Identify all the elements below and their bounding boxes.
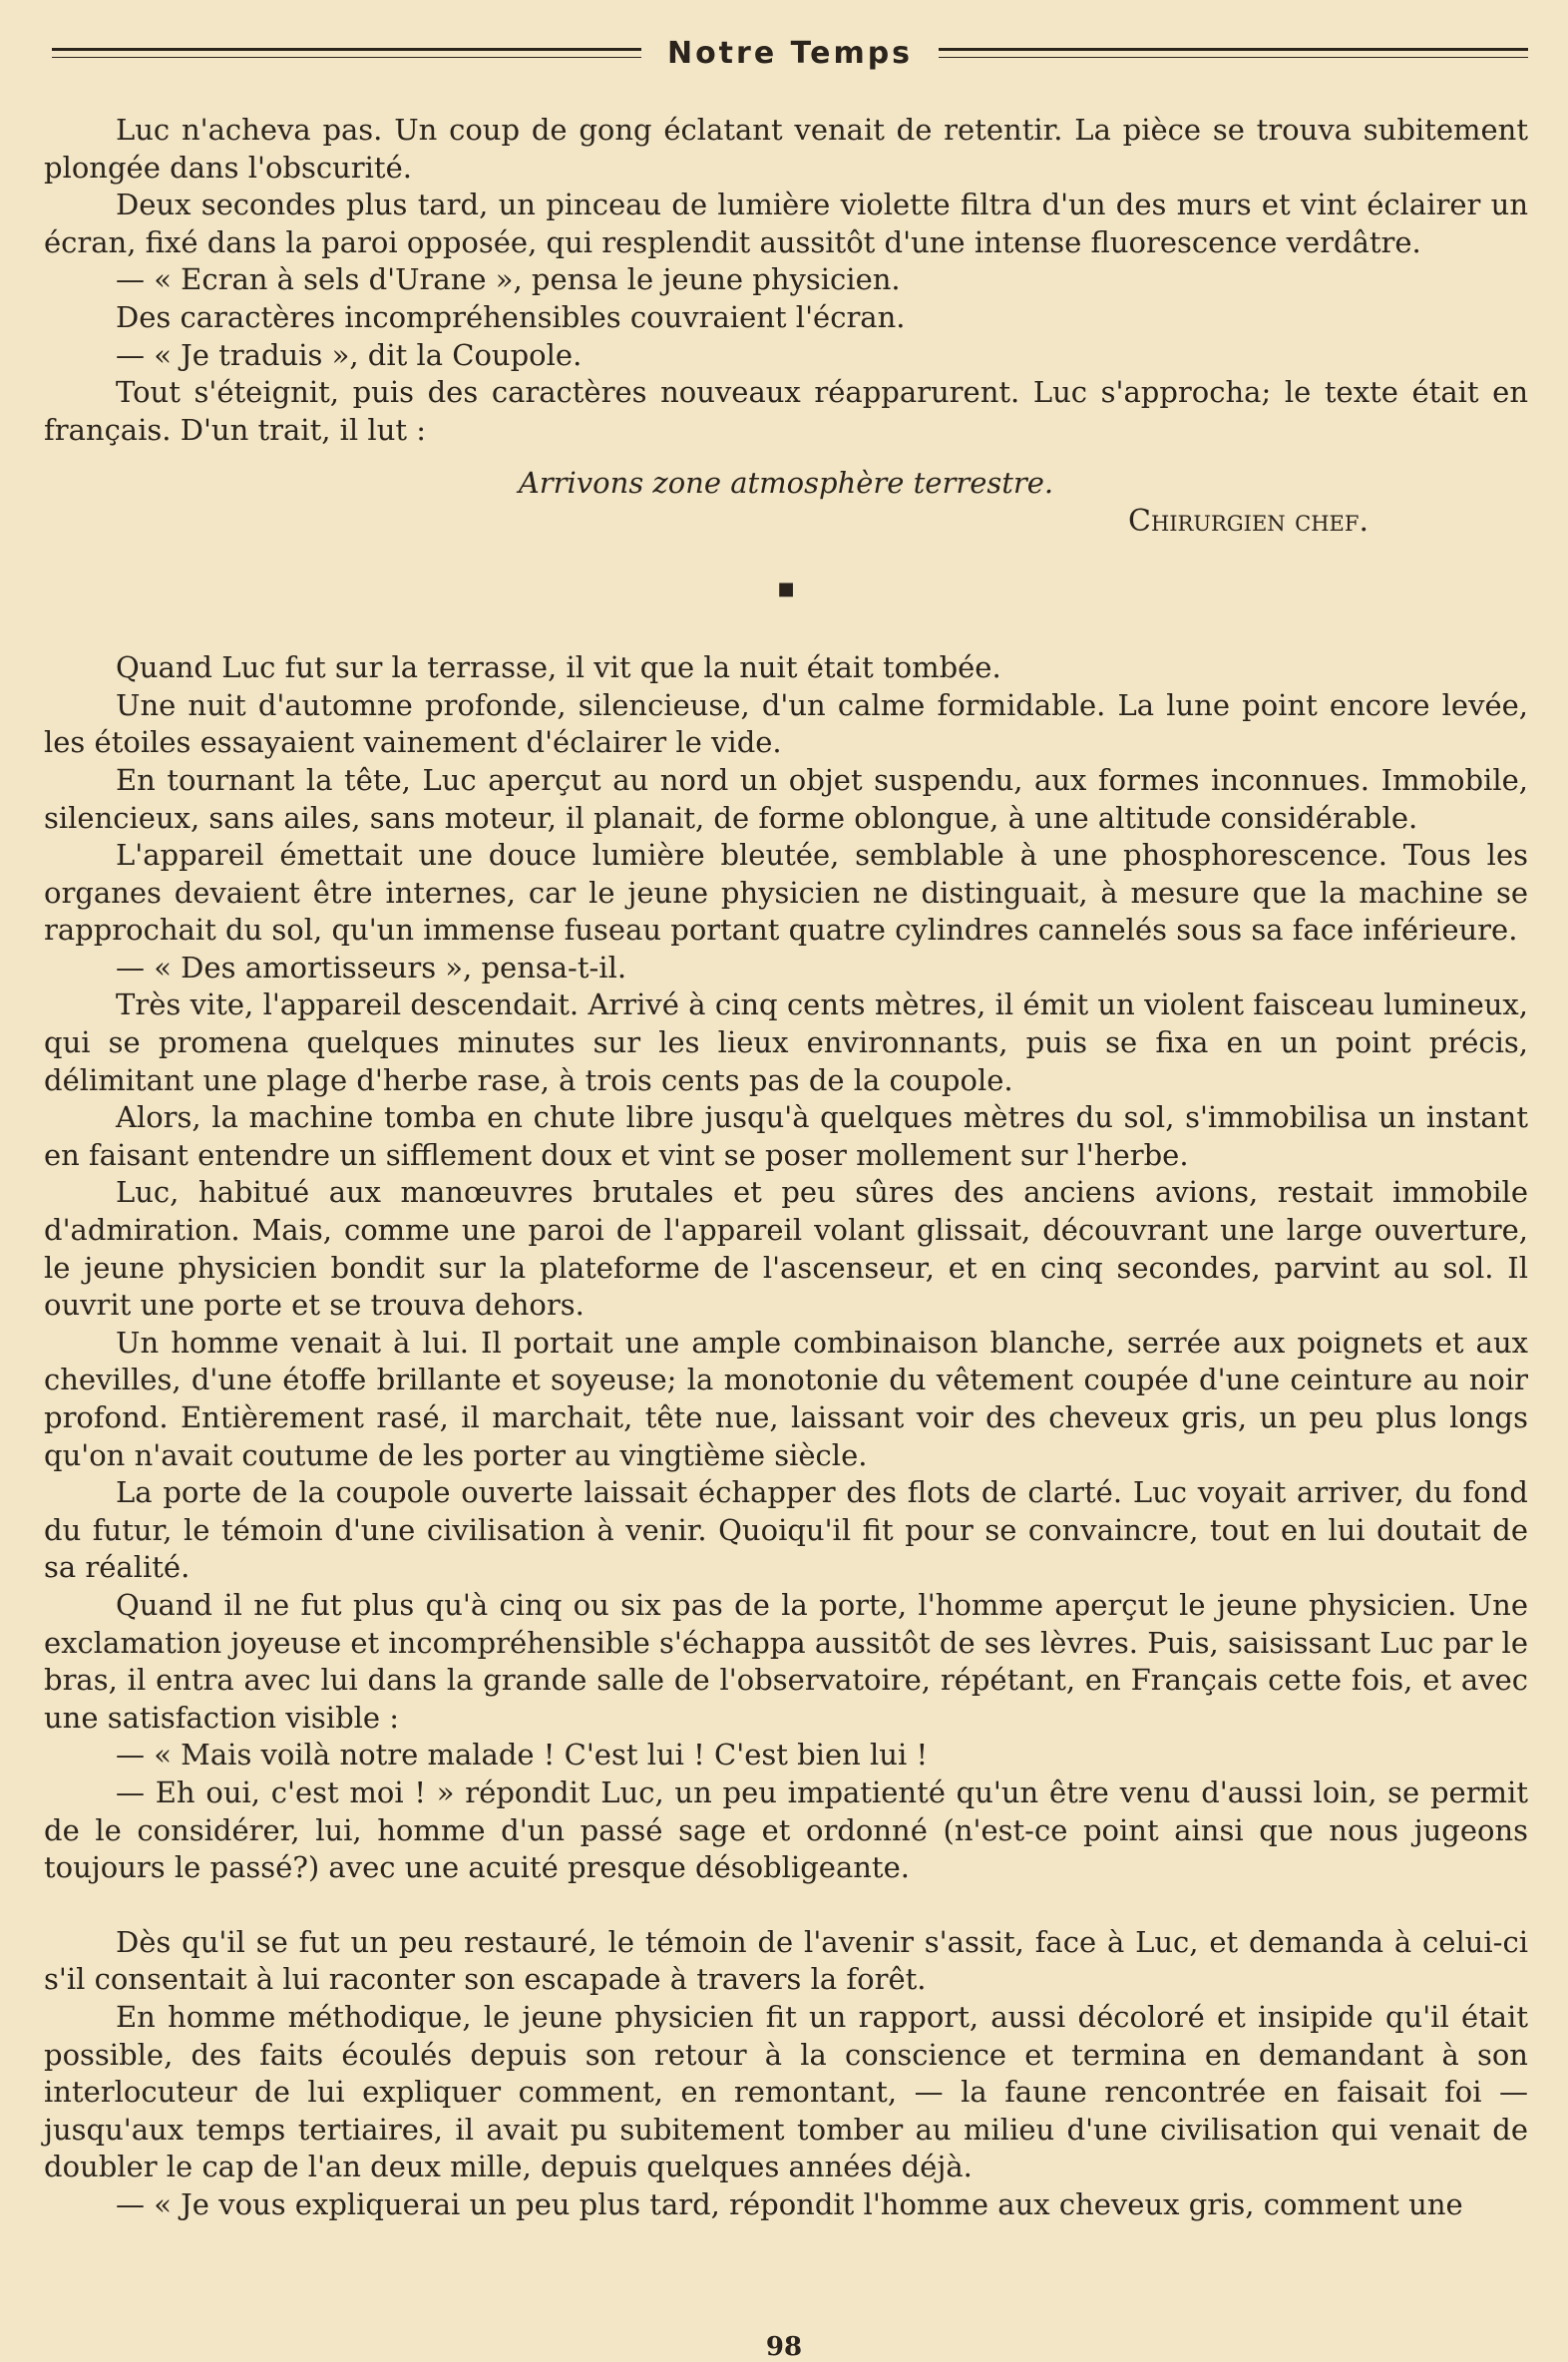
paragraph: En homme méthodique, le jeune physicien fit un rapport, aussi décoloré et insipide qu'il était possible, des faits écoulés depuis son retour à la conscience et termina en demandant à son interlocuteur de lui expliquer comment, en remontant, — la faune rencontrée en faisait foi — jusqu'aux temps tertiaires, il avait pu subitement tomber au milieu d'une civilisation qui venait de doubler le cap de l'an deux mille, depuis quelques années déjà. xyxy=(44,1999,1528,2184)
paragraph: Luc, habitué aux manœuvres brutales et peu sûres des anciens avions, restait immobile d'admiration. Mais, comme une paroi de l'appareil volant glissait, découvrant une large ouverture, le jeune physicien bondit sur la plateforme de l'ascenseur, et en cinq secondes, parvint au sol. Il ouvrit une porte et se trouva dehors. xyxy=(44,1175,1528,1323)
header-title: Notre Temps xyxy=(666,35,914,71)
section-break-ornament: ■ xyxy=(777,578,795,599)
paragraph: — « Des amortisseurs », pensa-t-il. xyxy=(116,950,627,984)
paragraph: Quand il ne fut plus qu'à cinq ou six pas de la porte, l'homme aperçut le jeune physicien. Une exclamation joyeuse et incompréhensible s'échappa aussitôt de ses lèvres. Puis, saisissant Luc par le bras, il entra avec lui dans la grande salle de l'observatoire, répétant, en Français cette fois, et avec une satisfaction visible : xyxy=(44,1587,1528,1735)
paragraph: Tout s'éteignit, puis des caractères nouveaux réapparurent. Luc s'approcha; le texte était en français. D'un trait, il lut : xyxy=(44,375,1528,447)
paragraph: — « Je vous expliquerai un peu plus tard, répondit l'homme aux cheveux gris, comment une xyxy=(116,2186,1463,2221)
paragraph-gap xyxy=(44,1887,1528,1924)
paragraph: Des caractères incompréhensibles couvraient l'écran. xyxy=(116,299,906,334)
paragraph: — Eh oui, c'est moi ! » répondit Luc, un peu impatienté qu'un être venu d'aussi loin, se permit de le considérer, lui, homme d'un passé sage et ordonné (n'est-ce point ainsi que nous jugeons toujours le passé?) avec une acuité presque désobligeante. xyxy=(44,1774,1528,1885)
paragraph: Quand Luc fut sur la terrasse, il vit que la nuit était tombée. xyxy=(116,650,1001,685)
paragraph: Deux secondes plus tard, un pinceau de lumière violette filtra d'un des murs et vint éclairer un écran, fixé dans la paroi opposée, qui resplendit aussitôt d'une intense fluorescence verdâtre. xyxy=(44,188,1528,259)
screen-message: Arrivons zone atmosphère terrestre. xyxy=(518,466,1054,501)
paragraph: L'appareil émettait une douce lumière bleutée, semblable à une phosphorescence. Tous les organes devaient être internes, car le jeune physicien ne distinguait, à mesure que la machine se rapprochait du sol, qu'un immense fuseau portant quatre cylindres cannelés sous sa face inférieure. xyxy=(44,838,1528,948)
message-signature: Chirurgien chef. xyxy=(1127,503,1369,539)
paragraph: — « Ecran à sels d'Urane », pensa le jeune physicien. xyxy=(116,262,901,297)
page-number: 98 xyxy=(765,2332,803,2362)
paragraph: En tournant la tête, Luc aperçut au nord un objet suspendu, aux formes inconnues. Immobile, silencieux, sans ailes, sans moteur, il planait, de forme oblongue, à une altitude considérable. xyxy=(44,762,1528,835)
paragraph: Très vite, l'appareil descendait. Arrivé à cinq cents mètres, il émit un violent faisceau lumineux, qui se promena quelques minutes sur les lieux environnants, puis se fixa en un point précis, délimitant une plage d'herbe rase, à trois cents pas de la coupole. xyxy=(44,987,1528,1097)
body-text xyxy=(44,112,1528,2223)
paragraph: — « Mais voilà notre malade ! C'est lui ! C'est bien lui ! xyxy=(116,1738,929,1772)
running-header xyxy=(52,36,1528,70)
paragraph: Luc n'acheva pas. Un coup de gong éclatant venait de retentir. La pièce se trouva subitement plongée dans l'obscurité. xyxy=(44,113,1528,185)
paragraph: Une nuit d'automne profonde, silencieuse, d'un calme formidable. La lune point encore levée, les étoiles essayaient vainement d'éclairer le vide. xyxy=(44,687,1528,760)
paragraph: — « Je traduis », dit la Coupole. xyxy=(116,337,583,372)
paragraph: Dès qu'il se fut un peu restauré, le témoin de l'avenir s'assit, face à Luc, et demanda à celui-ci s'il consentait à lui raconter son escapade à travers la forêt. xyxy=(44,1924,1528,1997)
header-rule-left xyxy=(52,48,641,58)
paragraph: Un homme venait à lui. Il portait une ample combinaison blanche, serrée aux poignets et aux chevilles, d'une étoffe brillante et soyeuse; la monotonie du vêtement coupée d'une ceinture au noir profond. Entièrement rasé, il marchait, tête nue, laissant voir des cheveux gris, un peu plus longs qu'on n'avait coutume de les porter au vingtième siècle. xyxy=(44,1325,1528,1472)
paragraph: La porte de la coupole ouverte laissait échapper des flots de clarté. Luc voyait arriver, du fond du futur, le témoin d'une civilisation à venir. Quoiqu'il fit pour se convaincre, tout en lui doutait de sa réalité. xyxy=(44,1475,1528,1585)
header-rule-right xyxy=(939,48,1528,58)
paragraph: Alors, la machine tomba en chute libre jusqu'à quelques mètres du sol, s'immobilisa un instant en faisant entendre un sifflement doux et vint se poser mollement sur l'herbe. xyxy=(44,1100,1528,1172)
